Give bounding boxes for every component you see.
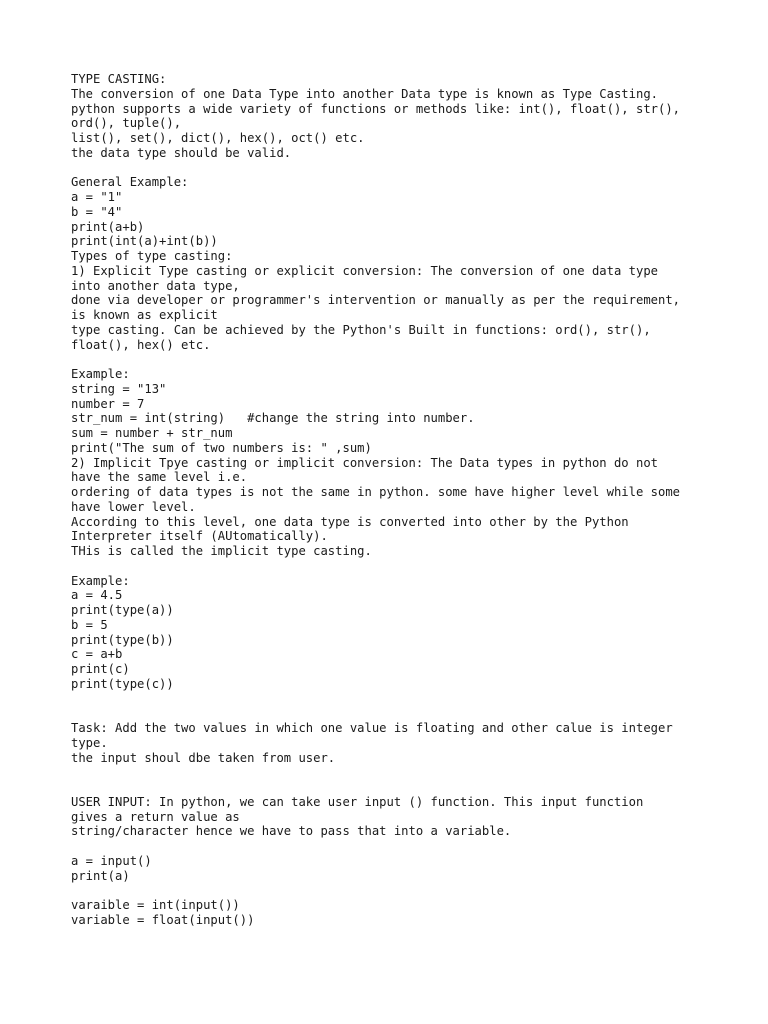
document-line: string/character hence we have to pass that into a variable. [71,824,512,839]
document-line: Interpreter itself (AUtomatically). [71,529,328,544]
document-line: General Example: [71,175,189,190]
document-line: the input shoul dbe taken from user. [71,750,336,765]
document-line: 2) Implicit Tpye casting or implicit conversion: The Data types in python do not [71,455,658,470]
document-line: a = "1" [71,190,123,204]
document-line: number = 7 [71,396,145,411]
document-line: list(), set(), dict(), hex(), oct() etc. [71,131,365,145]
document-line [71,883,711,898]
document-line [71,839,711,854]
document-line: str_num = int(string) #change the string into number. [71,411,475,426]
document-line: varaible = int(input()) [71,898,240,912]
document-line: print(a) [71,868,130,883]
document-line: print(int(a)+int(b)) [71,234,218,249]
document-line [71,706,711,721]
document-line: 1) Explicit Type casting or explicit conversion: The conversion of one data type [71,263,658,278]
document-line: float(), hex() etc. [71,337,211,352]
document-line: print(c) [71,662,130,676]
document-line [71,352,711,367]
document-line: Task: Add the two values in which one value is floating and other calue is integer [71,721,673,735]
document-line: USER INPUT: In python, we can take user input () function. This input function [71,794,644,809]
document-line: b = 5 [71,617,108,632]
document-line: the data type should be valid. [71,145,292,160]
document-line: have the same level i.e. [71,470,248,485]
document-line: ord(), tuple(), [71,116,182,131]
document-line: Example: [71,367,130,381]
document-line: According to this level, one data type is converted into other by the Python [71,514,629,529]
document-line: into another data type, [71,278,240,293]
document-line: have lower level. [71,499,196,514]
document-line: The conversion of one Data Type into another Data type is known as Type Casting. [71,86,658,101]
document-line: a = input() [71,853,152,868]
document-line: Types of type casting: [71,249,233,263]
document-line: string = "13" [71,381,167,396]
document-line [71,765,711,780]
document-line: gives a return value as [71,809,240,824]
document-line: is known as explicit [71,308,218,322]
document-line: print(a+b) [71,219,145,234]
document-line: print(type(b)) [71,632,174,647]
document-line: Example: [71,573,130,588]
document-line: print(type(a)) [71,603,174,617]
document-line [71,780,711,795]
document-line: sum = number + str_num [71,426,233,440]
document-line: python supports a wide variety of functions or methods like: int(), float(), str(), [71,101,681,116]
document-line: variable = float(input()) [71,912,255,927]
document-line [71,559,711,574]
document-line: TYPE CASTING: [71,72,167,86]
document-line [71,161,711,176]
document-line: c = a+b [71,647,123,662]
document-line: type casting. Can be achieved by the Python's Built in functions: ord(), str(), [71,322,651,337]
document-line: print("The sum of two numbers is: " ,sum) [71,440,372,455]
document-line: done via developer or programmer's intervention or manually as per the requirement, [71,293,681,308]
document-body [71,72,711,928]
document-line: b = "4" [71,204,123,219]
document-line: THis is called the implicit type casting. [71,544,372,558]
document-line: print(type(c)) [71,676,174,691]
document-line: type. [71,735,108,750]
document-line: a = 4.5 [71,588,123,603]
document-line: ordering of data types is not the same in python. some have higher level while some [71,485,681,499]
document-line [71,692,711,707]
